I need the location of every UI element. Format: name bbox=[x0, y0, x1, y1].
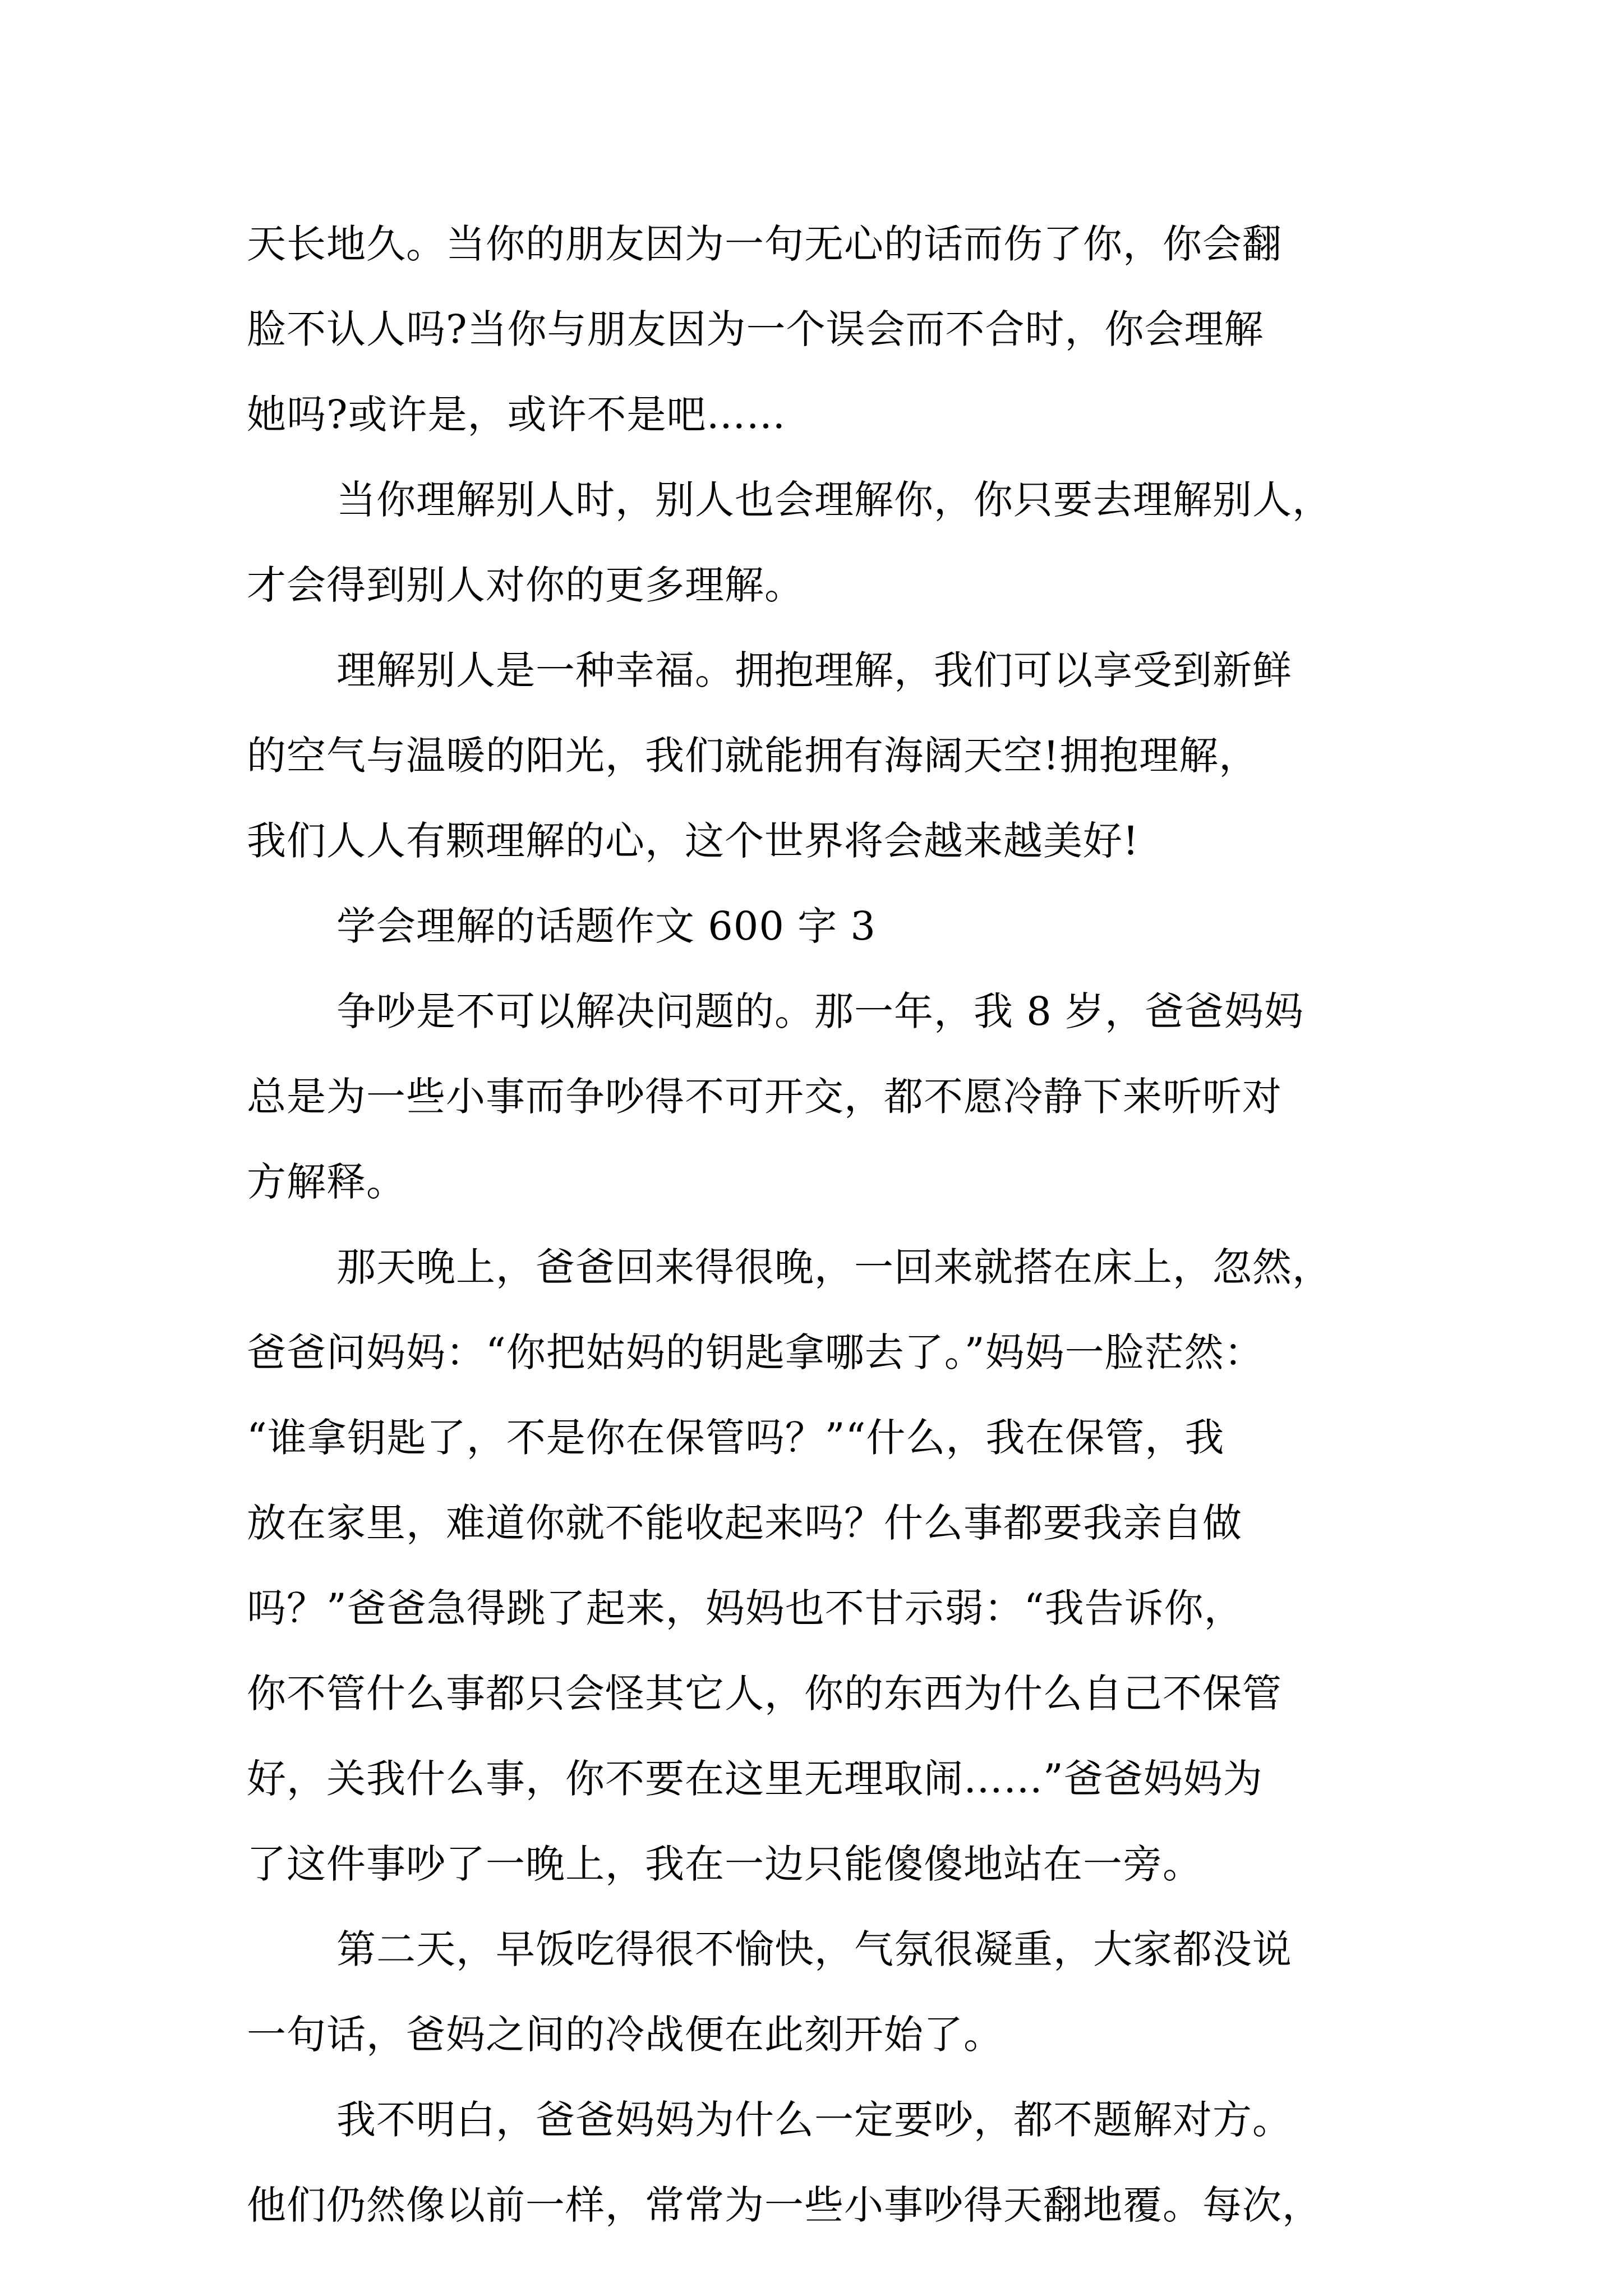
text-line: 的空气与温暖的阳光，我们就能拥有海阔天空!拥抱理解， bbox=[247, 733, 1259, 779]
text-line: 一句话，爸妈之间的冷战便在此刻开始了。 bbox=[247, 2012, 1003, 2058]
text-line: 爸爸问妈妈：“你把姑妈的钥匙拿哪去了。”妈妈一脸茫然： bbox=[247, 1329, 1264, 1375]
text-line: 那天晚上，爸爸回来得很晚，一回来就搭在床上，忽然， bbox=[336, 1244, 1332, 1290]
section-heading: 学会理解的话题作文 600 字 3 bbox=[336, 903, 876, 949]
text-line: 总是为一些小事而争吵得不可开交，都不愿冷静下来听听对 bbox=[247, 1074, 1282, 1120]
text-line: 他们仍然像以前一样，常常为一些小事吵得天翻地覆。每次， bbox=[247, 2182, 1322, 2228]
text-line: 才会得到别人对你的更多理解。 bbox=[247, 562, 804, 608]
text-line: 吗？”爸爸急得跳了起来，妈妈也不甘示弱：“我告诉你， bbox=[247, 1585, 1244, 1631]
text-line: 理解别人是一种幸福。拥抱理解，我们可以享受到新鲜 bbox=[336, 647, 1292, 693]
text-line: 你不管什么事都只会怪其它人，你的东西为什么自己不保管 bbox=[247, 1671, 1282, 1717]
text-line: 放在家里，难道你就不能收起来吗？什么事都要我亲自做 bbox=[247, 1500, 1242, 1546]
text-line: 第二天，早饭吃得很不愉快，气氛很凝重，大家都没说 bbox=[336, 1926, 1292, 1972]
text-line: 我不明白，爸爸妈妈为什么一定要吵，都不题解对方。 bbox=[336, 2097, 1292, 2143]
text-line: 当你理解别人时，别人也会理解你，你只要去理解别人， bbox=[336, 477, 1332, 523]
text-line: 方解释。 bbox=[247, 1159, 406, 1205]
text-line: 她吗?或许是，或许不是吧…… bbox=[247, 392, 786, 438]
text-line: 天长地久。当你的朋友因为一句无心的话而伤了你，你会翻 bbox=[247, 221, 1282, 267]
text-line: 脸不认人吗?当你与朋友因为一个误会而不合时，你会理解 bbox=[247, 306, 1264, 352]
text-line: 争吵是不可以解决问题的。那一年，我 8 岁，爸爸妈妈 bbox=[336, 988, 1304, 1034]
text-line: 我们人人有颗理解的心，这个世界将会越来越美好! bbox=[247, 818, 1140, 864]
text-line: 了这件事吵了一晚上，我在一边只能傻傻地站在一旁。 bbox=[247, 1841, 1202, 1887]
text-line: “谁拿钥匙了，不是你在保管吗？”“什么，我在保管，我 bbox=[247, 1415, 1225, 1461]
text-line: 好，关我什么事，你不要在这里无理取闹……”爸爸妈妈为 bbox=[247, 1756, 1263, 1802]
